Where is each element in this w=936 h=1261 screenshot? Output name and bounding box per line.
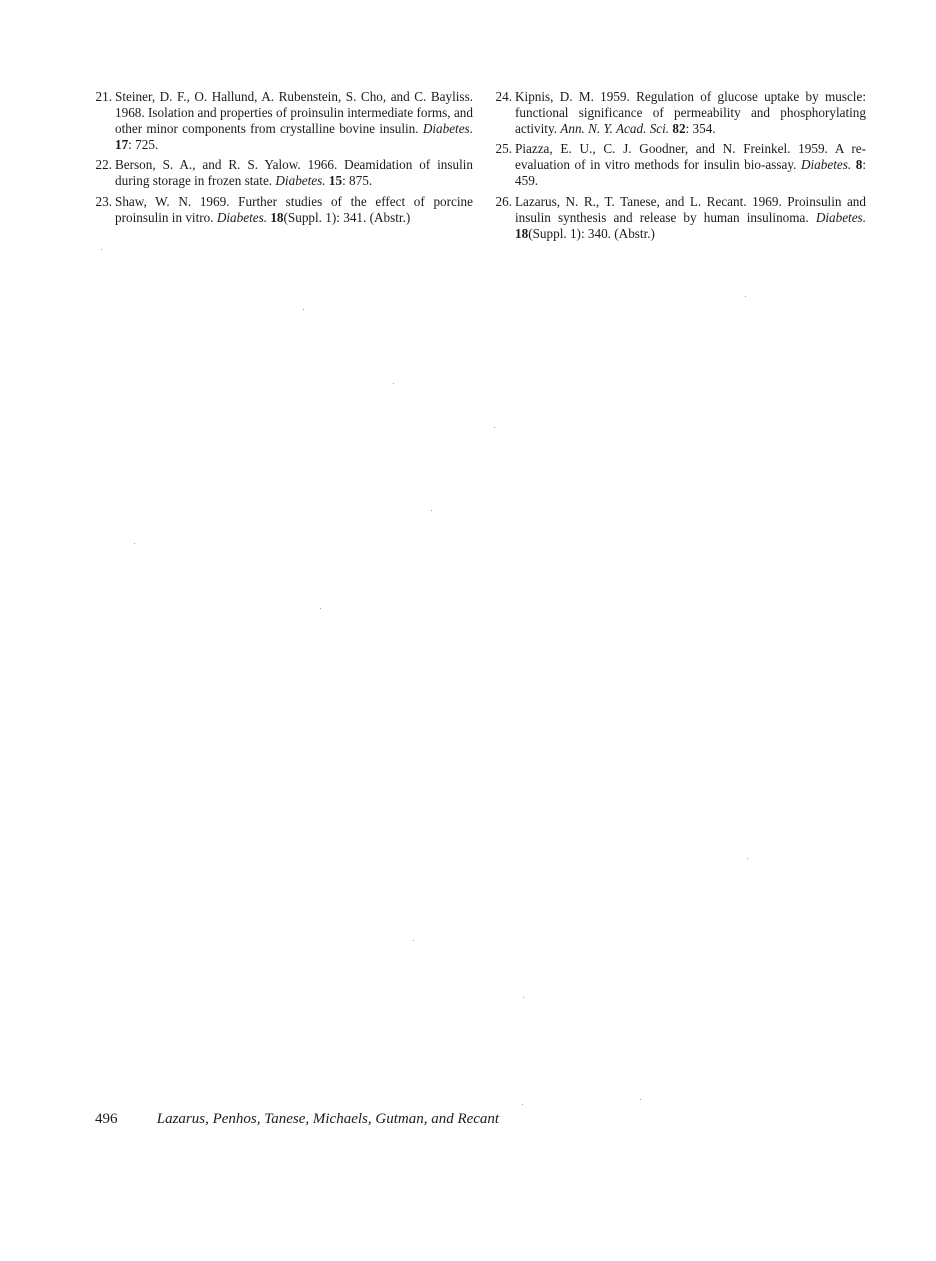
reference-text: Kipnis, D. M. 1959. Regulation of glucose uptake by muscle: functional significance of permeability and phosphorylating activity. Ann. N. Y. Acad. Sci. 82: 354. [515,89,866,137]
reference-number: 25. [495,141,512,157]
journal-volume: 18 [270,209,284,225]
reference-item [488,89,866,137]
reference-text: Lazarus, N. R., T. Tanese, and L. Recant. 1969. Proinsulin and insulin synthesis and release by human insulinoma. Diabetes. 18(Suppl. 1): 340. (Abstr.) [515,193,866,241]
scan-speck [522,1104,523,1105]
scan-speck [431,510,432,511]
reference-number: 21. [95,89,112,104]
journal-name: Diabetes. [422,121,473,137]
reference-text: Berson, S. A., and R. S. Yalow. 1966. Deamidation of insulin during storage in frozen state. Diabetes. 15: 875. [115,157,473,189]
references-column-right [488,89,866,246]
journal-volume: 82 [672,121,686,137]
page-number: 496 [95,1111,118,1127]
scan-speck [523,997,524,998]
scan-speck [320,608,321,609]
journal-volume: 17 [115,137,129,153]
reference-item [88,157,473,189]
scan-speck [303,309,304,310]
scan-speck [134,543,135,544]
scan-speck [393,383,394,384]
reference-text: Shaw, W. N. 1969. Further studies of the effect of porcine proinsulin in vitro. Diabetes. 18(Suppl. 1): 341. (Abstr.) [115,193,473,225]
scan-speck [745,296,746,297]
scan-speck [413,940,414,941]
journal-name: Diabetes. [216,209,268,225]
journal-name: Ann. N. Y. Acad. Sci. [560,121,670,137]
scan-speck [747,858,748,859]
reference-number: 23. [95,193,112,209]
journal-name: Diabetes. [815,209,866,225]
reference-item [488,194,866,242]
reference-text: Piazza, E. U., C. J. Goodner, and N. Freinkel. 1959. A re-evaluation of in vitro methods for insulin bio-assay. Diabetes. 8: 459. [515,141,867,189]
reference-number: 26. [495,193,512,209]
reference-number: 22. [95,157,112,173]
references-column-left [88,89,473,230]
scan-speck [640,1099,641,1100]
scan-speck [101,249,102,250]
journal-volume: 18 [515,225,529,241]
journal-name: Diabetes. [275,173,326,189]
page-footer [95,1111,499,1128]
reference-item [88,194,473,226]
reference-item [488,141,866,189]
journal-name: Diabetes. [800,157,852,173]
journal-volume: 15 [328,173,343,189]
journal-volume: 8 [855,157,863,173]
reference-text: Steiner, D. F., O. Hallund, A. Rubenstein, S. Cho, and C. Bayliss. 1968. Isolation and properties of proinsulin intermediate forms, and other minor components from crystalline bovine insulin. Diabetes. 17: 725. [115,89,473,153]
running-footer-authors: Lazarus, Penhos, Tanese, Michaels, Gutman, and Recant [156,1111,500,1127]
reference-number: 24. [495,89,512,104]
reference-item [88,89,473,153]
scan-speck [494,427,495,428]
